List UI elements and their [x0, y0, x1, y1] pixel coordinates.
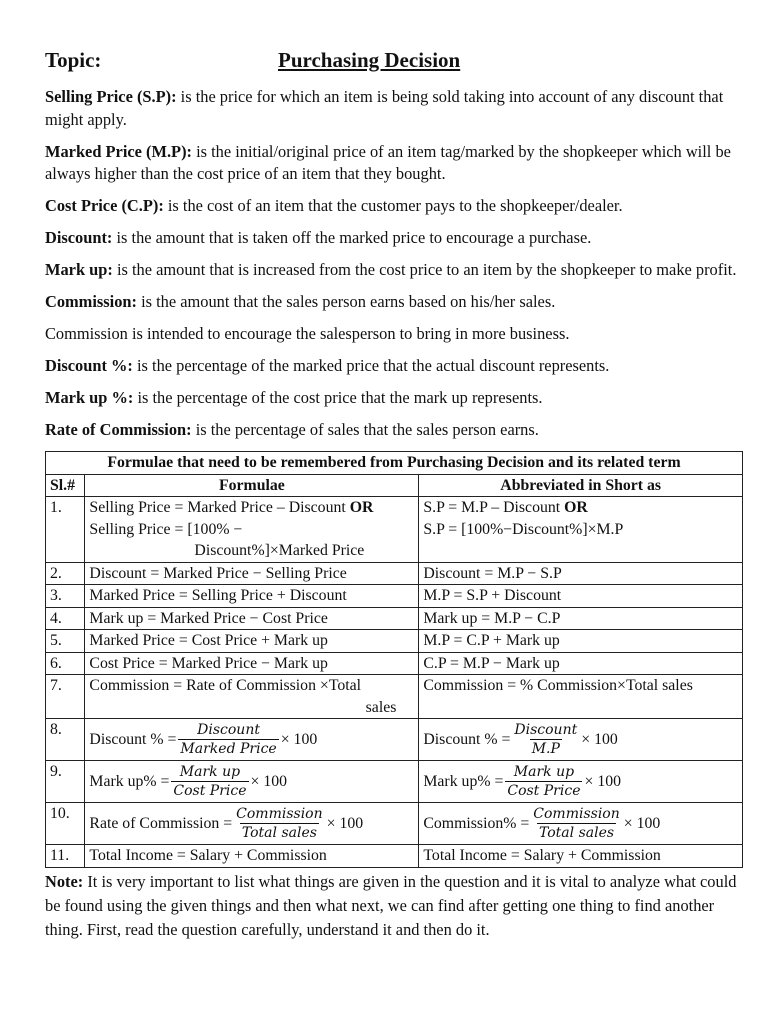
row-number: 10.	[46, 803, 85, 845]
definition-mark-up	[45, 259, 745, 282]
definition-term: Mark up %:	[45, 388, 134, 407]
formula-cell: Mark up = Marked Price − Cost Price	[85, 607, 419, 630]
short-cell: M.P = S.P + Discount	[419, 585, 743, 608]
fraction	[171, 763, 248, 800]
definition-text: is the cost of an item that the customer pays to the shopkeeper/dealer.	[163, 196, 623, 215]
definition-term: Rate of Commission:	[45, 420, 192, 439]
table-row	[46, 675, 743, 719]
definition-cost-price	[45, 195, 745, 218]
short-cell	[419, 719, 743, 761]
document-page	[45, 44, 745, 958]
short-text: Mark up% =	[423, 772, 504, 790]
formula-cell	[85, 675, 419, 719]
table-caption-row	[46, 452, 743, 475]
fraction-numerator: Commission	[236, 806, 323, 822]
definition-term: Marked Price (M.P):	[45, 141, 192, 161]
formula-cell: Marked Price = Selling Price + Discount	[85, 585, 419, 608]
fraction	[531, 805, 621, 842]
column-header-formulae: Formulae	[85, 474, 419, 497]
short-text: × 100	[584, 772, 622, 790]
definition-text: is the amount that is increased from the cost price to an item by the shopkeeper to make profit.	[112, 260, 737, 279]
note-paragraph	[45, 870, 745, 942]
definition-term: Discount %:	[45, 356, 133, 375]
row-number: 7.	[46, 675, 85, 719]
definition-text: is the amount that is taken off the marked price to encourage a purchase.	[112, 228, 592, 247]
formula-cell: Marked Price = Cost Price + Mark up	[85, 630, 419, 653]
table-caption: Formulae that need to be remembered from Purchasing Decision and its related term	[46, 452, 743, 475]
fraction	[505, 763, 582, 800]
topic-label: Topic:	[45, 48, 102, 72]
formula-cell: Total Income = Salary + Commission	[85, 845, 419, 868]
formula-cell	[85, 761, 419, 803]
fraction-numerator: Discount	[514, 722, 578, 738]
formula-text: Selling Price = [100% −	[89, 520, 243, 538]
fraction-numerator: Mark up	[179, 764, 241, 780]
formula-cell	[85, 719, 419, 761]
definition-mark-up-percent	[45, 387, 745, 410]
table-row	[46, 652, 743, 675]
short-text: S.P = M.P – Discount	[423, 499, 565, 516]
definition-rate-of-commission	[45, 419, 745, 442]
table-row	[46, 803, 743, 845]
row-number: 3.	[46, 585, 85, 608]
or-keyword: OR	[564, 499, 588, 516]
note-label: Note:	[45, 871, 84, 891]
note-text: It is very important to list what things are given in the question and it is vital to analyze what could be found using the given things and then what next, we can find after getting one thing to find another thing. First, read the question carefully, understand it and then do it.	[45, 871, 737, 939]
fraction	[178, 721, 278, 758]
page-title: Purchasing Decision	[278, 48, 461, 72]
formula-text: × 100	[250, 772, 288, 790]
table-row	[46, 585, 743, 608]
row-number: 1.	[46, 497, 85, 563]
short-cell: M.P = C.P + Mark up	[419, 630, 743, 653]
formula-cell	[85, 497, 419, 563]
fraction-denominator: M.P	[531, 741, 560, 757]
row-number: 5.	[46, 630, 85, 653]
fraction-numerator: Discount	[197, 722, 260, 738]
fraction-denominator: Total sales	[538, 825, 615, 841]
definition-term: Discount:	[45, 228, 113, 247]
formula-cell: Discount = Marked Price − Selling Price	[85, 562, 419, 585]
table-row	[46, 497, 743, 563]
definition-term: Commission:	[45, 292, 137, 311]
short-cell	[419, 803, 743, 845]
definition-discount-percent	[45, 355, 745, 378]
row-number: 8.	[46, 719, 85, 761]
definition-discount	[45, 227, 745, 250]
fraction-denominator: Total sales	[241, 825, 317, 841]
short-text: S.P = [100%−Discount%]×M.P	[423, 520, 624, 538]
fraction-denominator: Cost Price	[507, 783, 581, 799]
definition-text: is the percentage of the cost price that the mark up represents.	[133, 388, 543, 407]
definition-text: is the amount that the sales person earns based on his/her sales.	[136, 292, 556, 311]
fraction-denominator: Cost Price	[173, 783, 247, 799]
row-number: 11.	[46, 845, 85, 868]
formula-cell	[85, 803, 419, 845]
formula-text: Commission = Rate of Commission ×Total	[89, 677, 362, 694]
table-row	[46, 761, 743, 803]
row-number: 9.	[46, 761, 85, 803]
row-number: 2.	[46, 562, 85, 585]
row-number: 4.	[46, 607, 85, 630]
table-row	[46, 607, 743, 630]
definition-text: is the initial/original price of an item tag/marked by the shopkeeper which will be always higher than the cost price of an item that they bought.	[45, 141, 731, 183]
definition-text: Commission is intended to encourage the salesperson to bring in more business.	[45, 324, 570, 343]
formula-text: Rate of Commission =	[89, 814, 233, 832]
fraction	[512, 721, 579, 758]
table-row	[46, 630, 743, 653]
short-cell	[419, 497, 743, 563]
formula-text: Selling Price = Marked Price – Discount	[89, 499, 350, 516]
formula-text: × 100	[326, 814, 364, 832]
table-row	[46, 562, 743, 585]
row-number: 6.	[46, 652, 85, 675]
topic-header	[45, 44, 745, 76]
short-cell: Total Income = Salary + Commission	[419, 845, 743, 868]
short-cell: Mark up = M.P − C.P	[419, 607, 743, 630]
short-cell: Commission = % Commission×Total sales	[419, 675, 743, 719]
formula-cell: Cost Price = Marked Price − Mark up	[85, 652, 419, 675]
commission-note	[45, 323, 745, 346]
fraction	[234, 805, 324, 842]
short-text: Commission% =	[423, 814, 530, 832]
formula-text: Mark up% =	[89, 772, 170, 790]
fraction-numerator: Commission	[533, 806, 620, 822]
or-keyword: OR	[349, 499, 374, 516]
table-row	[46, 719, 743, 761]
fraction-denominator: Marked Price	[180, 741, 277, 757]
column-header-number: Sl.#	[46, 474, 85, 497]
definition-term: Mark up:	[45, 260, 113, 279]
definition-term: Selling Price (S.P):	[45, 87, 177, 106]
formula-text: Discount%]×Marked Price	[194, 542, 365, 559]
short-text: Discount % =	[423, 730, 511, 748]
short-cell: C.P = M.P − Mark up	[419, 652, 743, 675]
definition-commission	[45, 291, 745, 314]
formula-text: × 100	[280, 730, 318, 748]
table-row	[46, 845, 743, 868]
short-cell	[419, 761, 743, 803]
short-text: × 100	[581, 730, 618, 748]
definition-marked-price	[45, 141, 745, 186]
formulae-table	[45, 451, 743, 868]
formula-text: Discount % =	[89, 730, 177, 748]
definition-text: is the percentage of sales that the sales person earns.	[191, 420, 539, 439]
definition-selling-price	[45, 86, 745, 131]
formula-text: sales	[365, 698, 397, 716]
definitions-list	[45, 86, 745, 442]
fraction-numerator: Mark up	[513, 764, 575, 780]
short-cell: Discount = M.P − S.P	[419, 562, 743, 585]
short-text: × 100	[623, 814, 661, 832]
definition-term: Cost Price (C.P):	[45, 196, 164, 215]
column-header-abbreviated: Abbreviated in Short as	[419, 474, 743, 497]
definition-text: is the percentage of the marked price that the actual discount represents.	[132, 356, 610, 375]
table-header-row	[46, 474, 743, 497]
definition-text: is the price for which an item is being sold taking into account of any discount that might apply.	[45, 87, 724, 129]
